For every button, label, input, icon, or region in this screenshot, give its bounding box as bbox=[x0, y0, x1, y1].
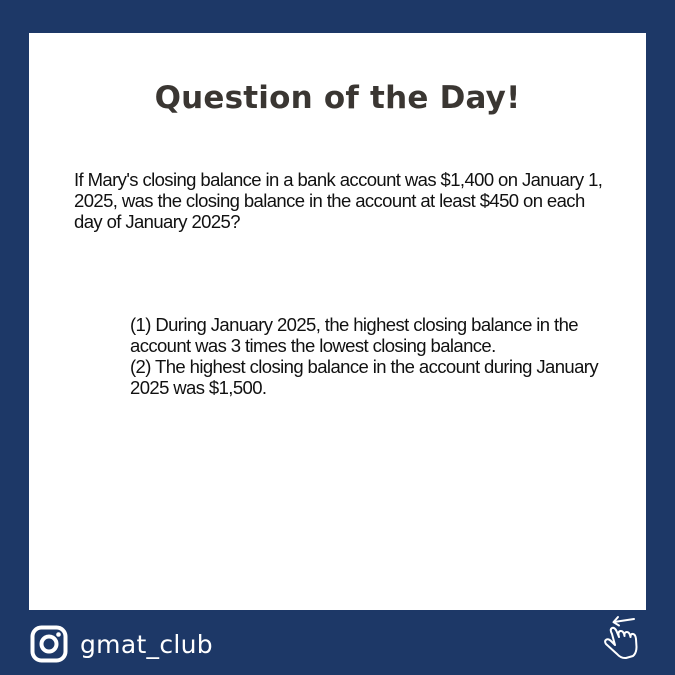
social-handle: gmat_club bbox=[80, 629, 213, 659]
swipe-hand-icon bbox=[598, 610, 646, 664]
instagram-icon bbox=[30, 625, 68, 663]
social-footer bbox=[30, 624, 213, 664]
question-text: If Mary's closing balance in a bank account was $1,400 on January 1, 2025, was the closing balance in the account at least $450 on each day of January 2025? bbox=[74, 169, 603, 232]
statement-2: (2) The highest closing balance in the account during January 2025 was $1,500. bbox=[130, 356, 599, 398]
statement-1: (1) During January 2025, the highest closing balance in the account was 3 times the lowest closing balance. bbox=[130, 314, 578, 356]
statements-list bbox=[130, 314, 615, 398]
page-title: Question of the Day! bbox=[154, 80, 521, 116]
